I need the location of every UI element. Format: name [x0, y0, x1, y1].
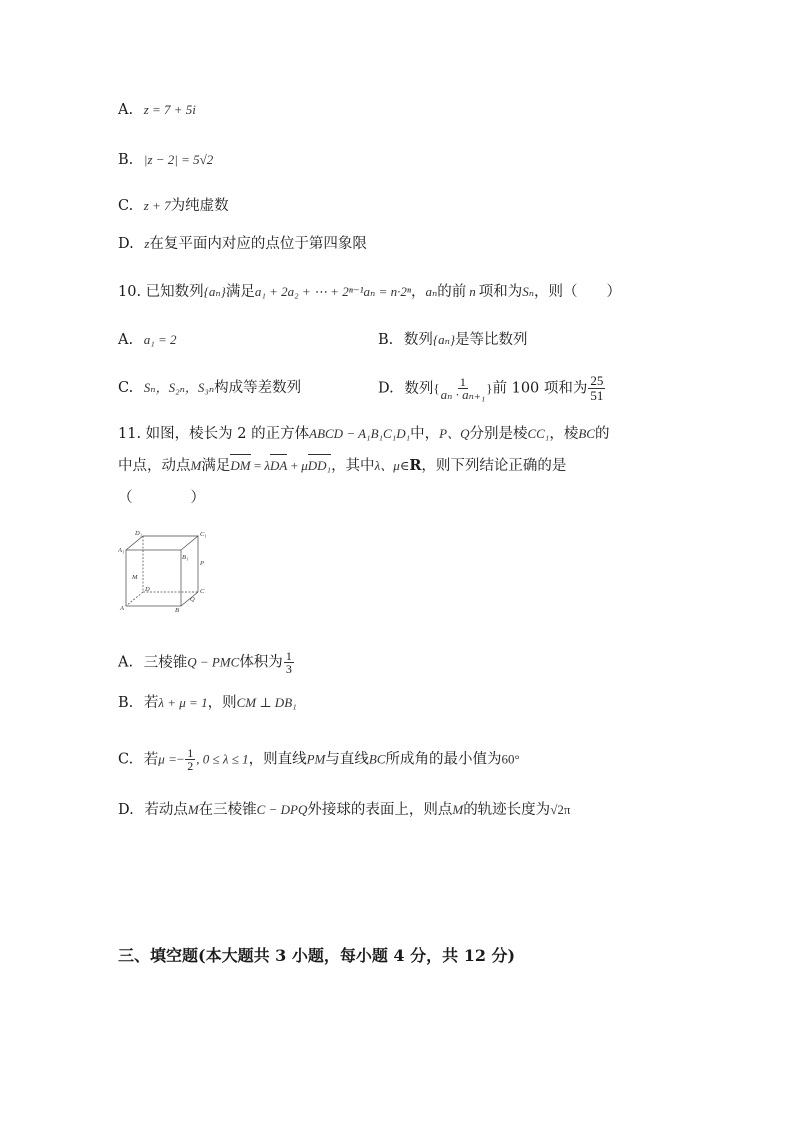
- q9-option-c: [118, 196, 229, 216]
- option-pre: 若动点: [144, 802, 188, 818]
- q10-stem-mid: 满足: [225, 284, 255, 300]
- q10-option-d: [378, 374, 606, 403]
- q11-option-b: [118, 693, 297, 713]
- label-b1: B₁: [182, 554, 189, 561]
- option-pre: 数列: [404, 380, 434, 397]
- q11-text: ，则下列结论正确的是: [421, 458, 567, 474]
- label-p: P: [200, 560, 204, 567]
- q11-cube: ABCD − A₁B₁C₁D₁: [309, 426, 411, 441]
- option-mid: ，则直线: [248, 751, 307, 768]
- label-m: M: [132, 574, 138, 581]
- option-var: z: [144, 236, 150, 251]
- label-d1: D₁: [135, 530, 142, 537]
- q11-option-a: [118, 650, 295, 675]
- section-heading: 三、填空题(本大题共 3 小题，每小题 4 分，共 12 分): [118, 946, 516, 965]
- label-a1: A₁: [118, 547, 125, 554]
- option-answer: √2π: [550, 802, 571, 817]
- vector-da: DA: [270, 456, 287, 476]
- q11-option-d: [118, 800, 570, 820]
- option-post: 构成等差数列: [214, 380, 302, 396]
- option-expr: Sₙ，S₂ₙ，S₃ₙ: [143, 380, 215, 395]
- option-expr: a₁ = 2: [143, 332, 177, 347]
- option-label: A.: [118, 332, 134, 348]
- option-fraction: [441, 376, 486, 401]
- option-condition: λ + μ = 1: [158, 695, 208, 710]
- q10-stem-mid4: 项和为: [478, 284, 523, 300]
- option-text: 为纯虚数: [170, 198, 229, 214]
- q11-lambda: λ: [264, 458, 271, 473]
- fraction-numerator: 1: [459, 375, 466, 389]
- fraction-denominator: 3: [285, 662, 292, 676]
- q9-option-d: [118, 234, 367, 254]
- q10-comma: ，: [410, 284, 426, 300]
- q11-text: 分别是棱: [469, 426, 528, 442]
- fraction-denominator: aₙ · aₙ₊₁: [440, 387, 486, 402]
- option-mid2: 与直线: [325, 751, 369, 768]
- q10-relation: a₁ + 2a₂ + ⋯ + 2ⁿ⁻¹aₙ = n·2ⁿ: [254, 284, 411, 299]
- option-label: C.: [118, 198, 134, 214]
- option-expr: z = 7 + 5i: [143, 102, 196, 117]
- label-a: A: [120, 605, 124, 612]
- option-m2: M: [452, 802, 464, 817]
- q11-real-set: R: [409, 457, 422, 474]
- q11-lambda-mu: λ、μ∈: [374, 458, 410, 473]
- option-expr: |z − 2| = 5√2: [143, 152, 214, 167]
- label-c: C: [200, 588, 205, 595]
- q9-option-b: [118, 150, 213, 170]
- option-fraction: [185, 747, 195, 772]
- option-pm: PM: [306, 751, 326, 767]
- option-label: A.: [118, 654, 134, 671]
- q10-sn: Sₙ: [522, 284, 535, 299]
- q11-option-c: C. 若μ =− $\frac{1}{2}$ , 0 ≤ λ ≤ 1，则直线PM与直线BC所成角的最小值为60°: [118, 746, 520, 773]
- q10-option-a: [118, 330, 177, 350]
- option-mid: 在三棱锥: [198, 802, 257, 818]
- option-pre: 若: [143, 751, 159, 768]
- cube-figure: [118, 530, 208, 612]
- q11-mu: μ: [301, 458, 308, 473]
- vector-dd1: DD₁: [308, 456, 331, 476]
- option-pre: 三棱锥: [143, 654, 188, 671]
- q10-stem-mid3: 的前: [437, 284, 467, 300]
- q11-pq: P、Q: [439, 426, 470, 441]
- option-post: 是等比数列: [455, 332, 528, 348]
- option-mid: ，则: [207, 695, 237, 711]
- q11-text: 中点，动点: [118, 458, 191, 474]
- option-post: 所成角的最小值为: [385, 751, 502, 768]
- option-expr: CM ⊥ DB₁: [236, 695, 297, 710]
- label-d: D: [145, 586, 150, 593]
- fraction-denominator: 2: [187, 759, 194, 773]
- option-post: 的轨迹长度为: [463, 802, 551, 818]
- option-label: B.: [118, 695, 134, 711]
- q10-seq: {aₙ}: [203, 284, 226, 299]
- option-label: C.: [118, 380, 134, 396]
- label-q: Q: [190, 596, 195, 603]
- q9-option-a: [118, 100, 196, 120]
- option-expr: {aₙ}: [432, 332, 456, 347]
- q11-stem-line1: [118, 424, 609, 444]
- option-angle: 60°: [501, 751, 520, 767]
- option-pre: 若: [143, 695, 159, 711]
- option-expr: C − DPQ: [256, 802, 308, 817]
- cube-edges: [126, 536, 198, 606]
- option-condition: , 0 ≤ λ ≤ 1: [196, 751, 249, 767]
- option-bc: BC: [368, 751, 386, 767]
- option-label: D.: [118, 236, 134, 252]
- label-b: B: [175, 607, 179, 612]
- option-label: D.: [118, 802, 134, 818]
- q11-bc: BC: [578, 426, 595, 441]
- answer-fraction: [588, 374, 605, 403]
- option-label: B.: [378, 332, 394, 348]
- q11-stem-line2: 中点，动点M满足DM = λDA + μDD₁，其中λ、μ∈R，则下列结论正确的是: [118, 457, 567, 474]
- option-label: A.: [118, 102, 134, 118]
- option-pre: 数列: [403, 332, 433, 348]
- q10-stem-suffix: ，则（ ）: [534, 284, 622, 300]
- fraction-numerator: 1: [187, 746, 194, 760]
- brace-left: {: [433, 380, 440, 396]
- q11-text: ，棱: [549, 426, 579, 442]
- q11-text: 满足: [201, 458, 231, 474]
- option-label: D.: [378, 380, 394, 397]
- option-text: 在复平面内对应的点位于第四象限: [149, 236, 367, 252]
- option-post: 前 100 项和为: [492, 380, 588, 397]
- q10-n: n: [469, 284, 476, 299]
- label-c1: C₁: [200, 531, 207, 538]
- option-expr: Q − PMC: [187, 654, 240, 670]
- fraction-numerator: 1: [285, 649, 292, 663]
- q11-stem-line3: （ ）: [118, 490, 205, 506]
- q10-stem-prefix: 10. 已知数列: [118, 284, 204, 300]
- option-label: C.: [118, 751, 134, 768]
- q11-text: 中，: [410, 426, 440, 442]
- q11-text: 的: [594, 426, 610, 442]
- q11-text: ，其中: [331, 458, 375, 474]
- option-label: B.: [118, 152, 134, 168]
- vector-dm: DM: [230, 456, 250, 476]
- option-m: M: [187, 802, 199, 817]
- q10-stem: [118, 282, 621, 302]
- option-expr: z + 7: [143, 198, 171, 213]
- fraction-denominator: 51: [590, 388, 604, 403]
- option-mu-eq: μ =: [158, 751, 177, 767]
- brace-right: }: [486, 380, 493, 396]
- q10-option-b: [378, 330, 528, 350]
- q11-m: M: [190, 458, 202, 473]
- option-post: 体积为: [239, 654, 283, 671]
- q11-cc1: CC₁: [527, 426, 550, 441]
- fraction-numerator: 25: [590, 373, 604, 388]
- q10-an: aₙ: [425, 284, 438, 299]
- option-fraction: [284, 650, 294, 675]
- option-mid2: 外接球的表面上，则点: [307, 802, 453, 818]
- q11-text: 11. 如图，棱长为 2 的正方体: [118, 426, 310, 442]
- q10-option-c: [118, 378, 301, 398]
